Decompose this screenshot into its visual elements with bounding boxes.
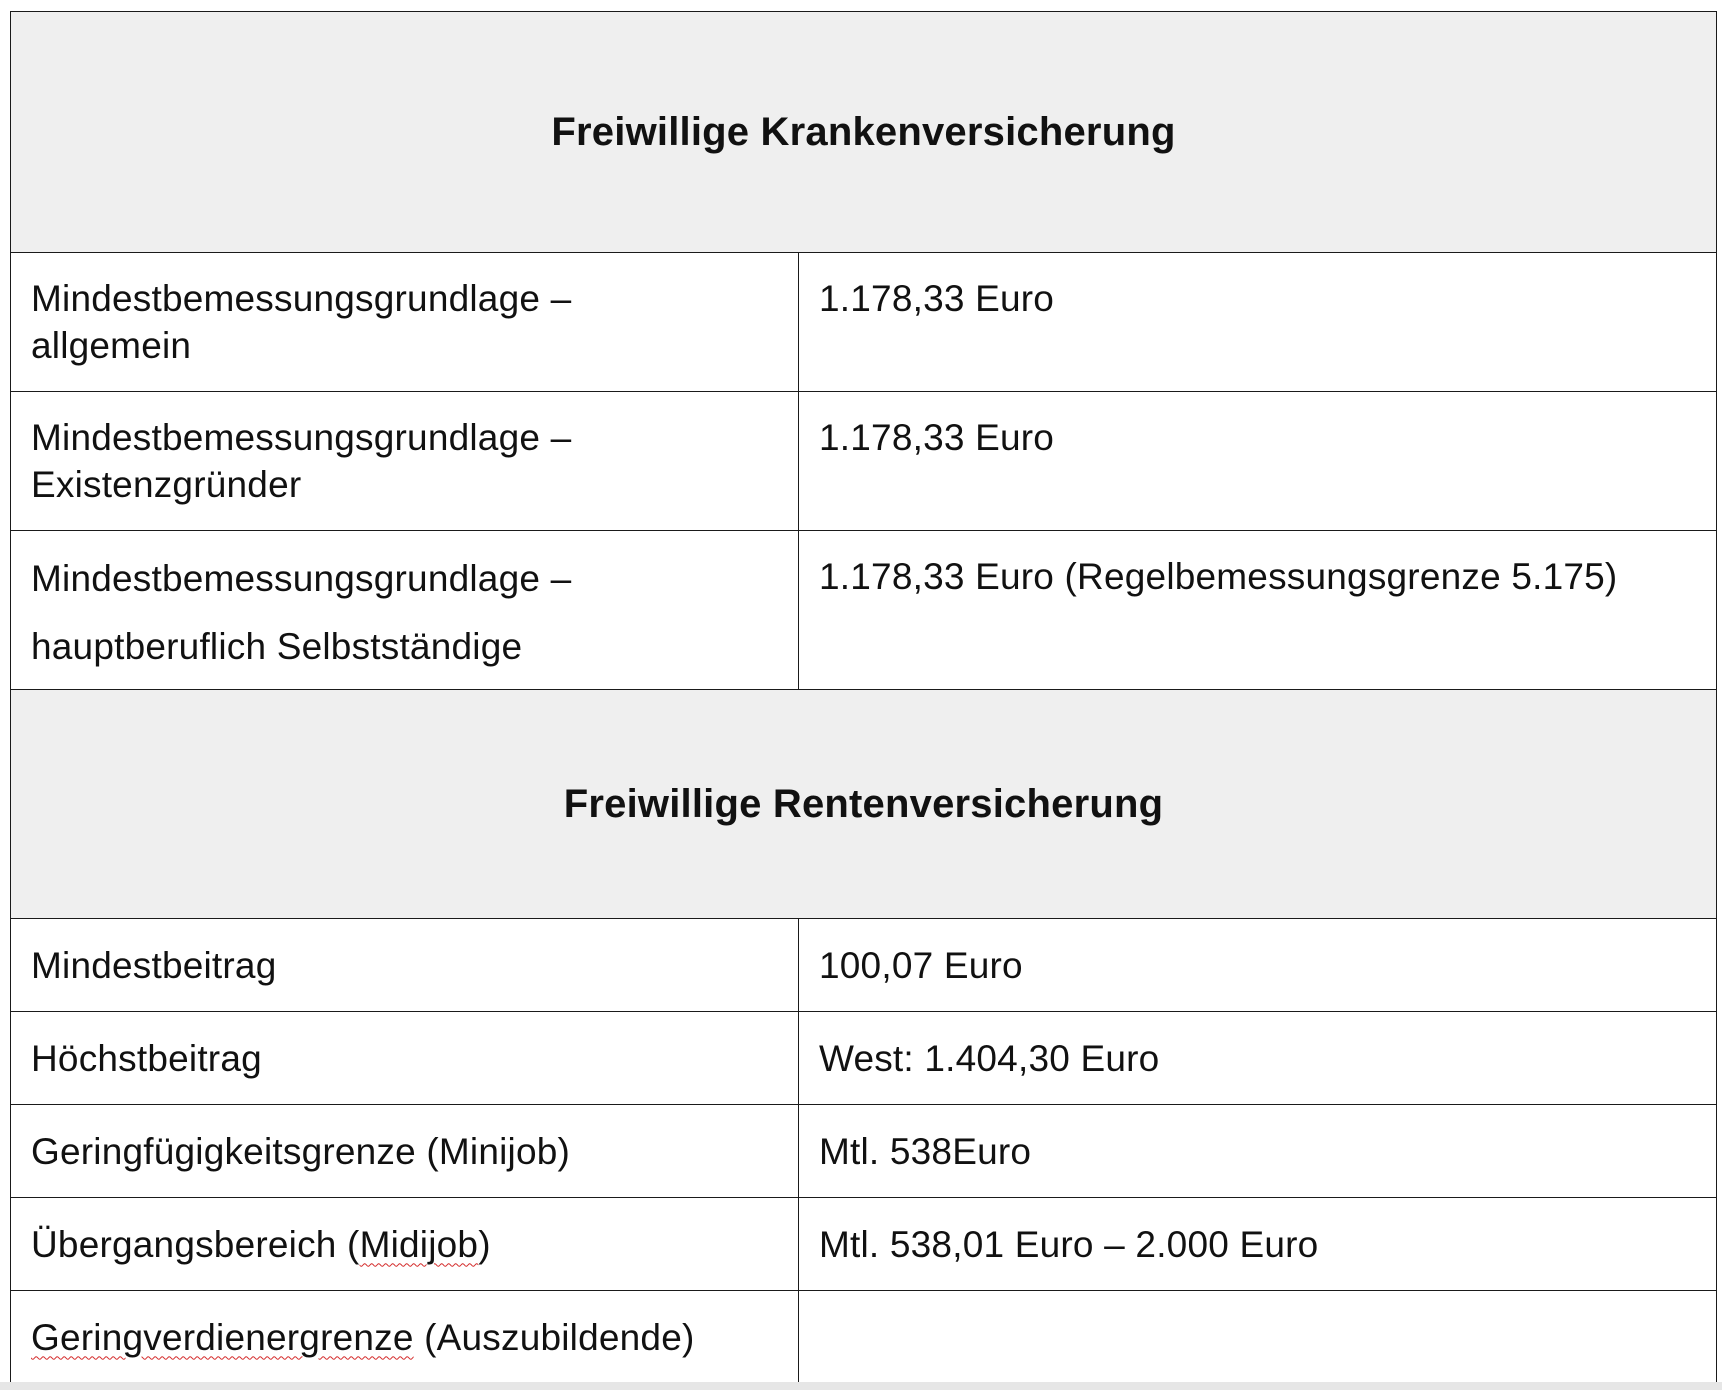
row-value: West: 1.404,30 Euro [819,1037,1160,1079]
row-label-cell [11,1291,799,1384]
row-label-line2: hauptberuflich Selbstständige [31,626,523,667]
row-label [31,531,778,681]
section-header-row [11,690,1717,919]
row-label-suffix: ) [478,1223,491,1265]
row-label-line2: Existenzgründer [31,464,302,505]
row-label-line2: allgemein [31,325,192,366]
row-value-cell [799,1198,1717,1291]
row-value-cell [799,392,1717,531]
row-label-cell [11,1198,799,1291]
row-value-cell [799,919,1717,1012]
row-value: 1.178,33 Euro [819,278,1055,319]
row-label-line1: Mindestbemessungsgrundlage – [31,417,572,458]
table-row [11,1198,1717,1291]
row-label [31,253,778,369]
page-bottom-edge [0,1382,1722,1390]
row-value: 100,07 Euro [819,944,1023,986]
section-header-row [11,12,1717,253]
contribution-table [10,11,1717,1384]
row-value-cell [799,1291,1717,1384]
row-value: 1.178,33 Euro (Regelbemessungsgrenze 5.175) [819,556,1618,597]
row-value: 1.178,33 Euro [819,417,1055,458]
row-label [31,1314,778,1361]
row-label-line1: Mindestbemessungsgrundlage – [31,558,572,599]
row-label: Höchstbeitrag [31,1037,262,1079]
row-value-cell [799,1105,1717,1198]
row-label [31,1221,778,1268]
table-row [11,392,1717,531]
table-row [11,1105,1717,1198]
row-label-cell [11,919,799,1012]
row-label-line1: Mindestbemessungsgrundlage – [31,278,572,319]
table-row [11,253,1717,392]
table-row [11,1012,1717,1105]
row-value: Mtl. 538,01 Euro – 2.000 Euro [819,1223,1319,1265]
row-label [31,392,778,508]
section-title-rentenversicherung: Freiwillige Rentenversicherung [11,690,1717,919]
table-row [11,919,1717,1012]
row-label-cell [11,253,799,392]
row-value-cell [799,531,1717,690]
section-title-krankenversicherung: Freiwillige Krankenversicherung [11,12,1717,253]
row-label-cell [11,1105,799,1198]
row-label-cell [11,1012,799,1105]
row-value-cell [799,1012,1717,1105]
row-label: Mindestbeitrag [31,944,277,986]
table-row [11,1291,1717,1384]
row-label-cell [11,392,799,531]
row-label-prefix: Übergangsbereich ( [31,1223,360,1265]
table-row [11,531,1717,690]
row-label-suffix: (Auszubildende) [413,1316,695,1358]
row-value-cell [799,253,1717,392]
spellcheck-flagged-word[interactable]: Midijob [359,1223,479,1265]
row-value: Mtl. 538Euro [819,1130,1032,1172]
row-label: Geringfügigkeitsgrenze (Minijob) [31,1130,571,1172]
spellcheck-flagged-word[interactable]: Geringverdienergrenze [31,1316,414,1358]
row-label-cell [11,531,799,690]
